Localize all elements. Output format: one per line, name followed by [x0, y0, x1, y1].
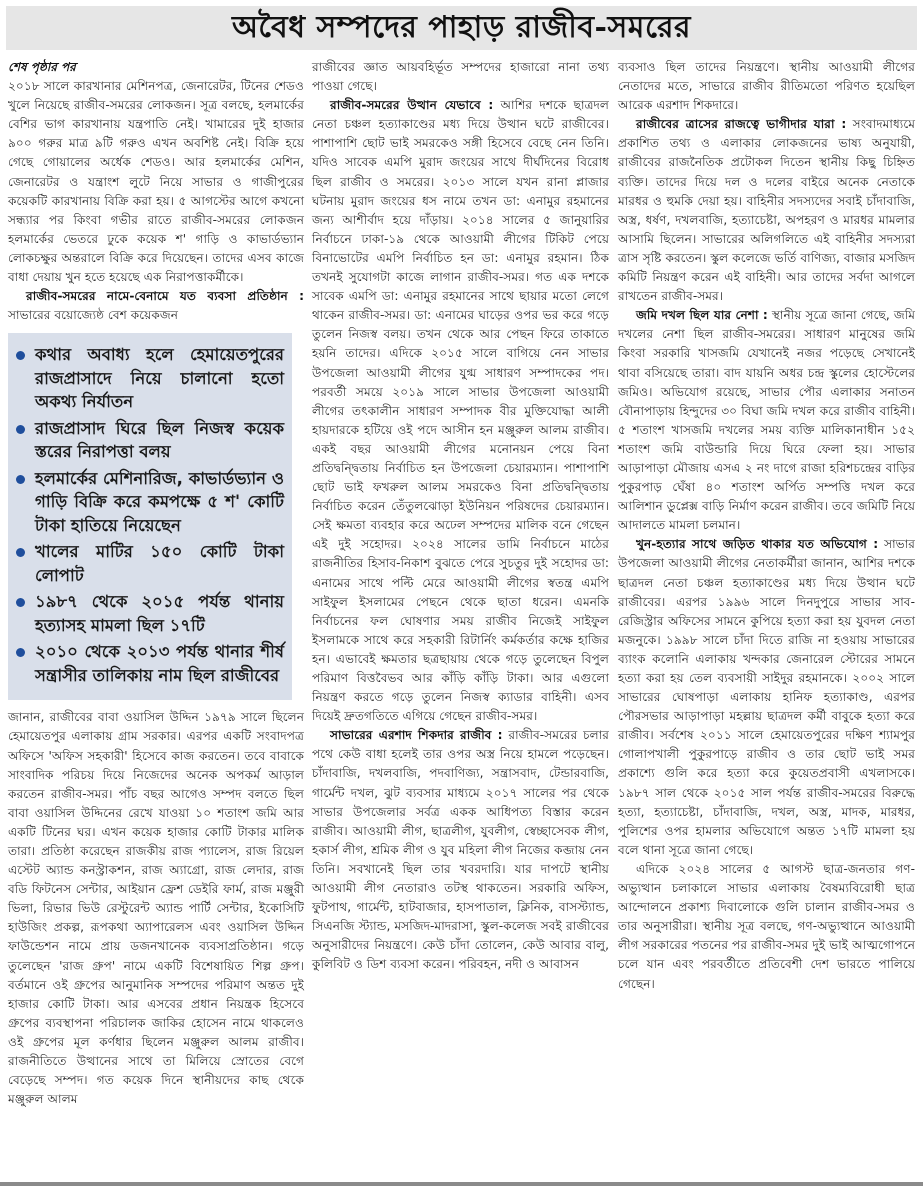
subsection-heading: খুন-হত্যার সাথে জড়িত থাকার যত অভিযোগ : [636, 537, 879, 552]
callout-item [14, 590, 284, 637]
bullet-icon [16, 475, 25, 484]
callout-text: খালের মাটির ১৫০ কোটি টাকা লোপাট [35, 542, 284, 585]
subsection-paragraph [8, 287, 304, 325]
callout-text: রাজপ্রাসাদ ঘিরে ছিল নিজস্ব কয়েক স্তরের নিরাপত্তা বলয় [35, 418, 284, 462]
article-column-3 [618, 58, 915, 994]
subsection-paragraph [618, 306, 915, 535]
bullet-icon [16, 425, 25, 434]
bullet-icon [16, 548, 25, 557]
body-paragraph: ব্যবসাও ছিল তাদের নিয়ন্ত্রণে। স্থানীয় আওয়ামী লীগের নেতাদের মতে, সাভারে রাজীব রীতিমতো পরিণত হয়েছিল আরেক এরশাদ শিকদারে। [618, 60, 915, 113]
headline-banner [6, 6, 917, 50]
callout-text: ২০১০ থেকে ২০১৩ পর্যন্ত থানার শীর্ষ সন্ত্রাসীর তালিকায় নাম ছিল রাজীবের [35, 642, 284, 685]
article-column-2 [312, 58, 609, 975]
callout-item [14, 467, 284, 538]
subsection-heading: রাজীব-সমরের নামে-বেনামে যত ব্যবসা প্রতিষ্ঠান : [26, 289, 304, 304]
callout-text: ১৯৮৭ থেকে ২০১৫ পর্যন্ত থানায় হত্যাসহ মামলা ছিল ১৭টি [35, 592, 284, 635]
subsection-text: আশির দশকে ছাত্রদল নেতা চঞ্চল হত্যাকাণ্ডের মধ্য দিয়ে উত্থান ঘটে রাজীবের। পাশাপাশি ছোট ভাই সমরকেও সঙ্গী হিসেবে বেছে নেন তিনি। যদিও সাবেক এমপি মুরাদ জংয়ের সাথে দীর্ঘদিনের বিরোধ ছিল রাজীব ও সমরের। ২০১৩ সালে যখন রানা প্লাজার ঘটনায় মুরাদ জংয়ের ধস নামে তখন ডা: এনামুর রহমানের জন্য আশীর্বাদ হয়ে দাঁড়ায়। ২০১৪ সালের ৫ জানুয়ারির নির্বাচনে ঢাকা-১৯ থেকে আওয়ামী লীগের টিকিট পেয়ে বিনাভোটের এমপি নির্বাচিত হন ডা: এনামুর রহমান। ঠিক তখনই সুযোগটা কাজে লাগান রাজীব-সমর। গত এক দশকে সাবেক এমপি ডা: এনামুর রহমানের সাথে ছায়ার মতো লেগে থাকেন রাজীব-সমর। ডা: এনামের ঘাড়ের ওপর ভর করে গড়ে তুলেন নিজস্ব বলয়। তখন থেকে আর পেছন ফিরে তাকাতে হয়নি তাদের। এদিকে ২০১৫ সালে বাগিয়ে নেন সাভার উপজেলা আওয়ামী লীগের যুগ্ম সাধারণ সম্পাদকের পদ। পরবর্তী সময়ে ২০১৯ সালে সাভার উপজেলা আওয়ামী লীগের তৎকালীন সাধারণ সম্পাদক বীর মুক্তিযোদ্ধা আলী হায়দারকে হটিয়ে ওই পদে আসীন হন মঞ্জুরুল আলম রাজীব। একই বছর আওয়ামী লীগের মনোনয়ন পেয়ে বিনা প্রতিদ্বন্দ্বিতায় নির্বাচিত হন উপজেলা চেয়ারম্যান। পাশাপাশি ছোট ভাই ফখরুল আলম সমরকেও বিনা প্রতিদ্বন্দ্বিতায় নির্বাচিত করেন তেঁতুলঝোড়া ইউনিয়ন পরিষদের চেয়ারম্যান। সেই ক্ষমতা ব্যবহার করে অঢেল সম্পদের মালিক বনে গেছেন এই দুই সহোদর। ২০২৪ সালের ডামি নির্বাচনে মাঠের রাজনীতির হিসাব-নিকাশ বুঝতে পেরে সুচতুর দুই সহোদর ডা: এনামের সাথে পল্টি মেরে আওয়ামী লীগের স্বতন্ত্র এমপি সাইফুল ইসলামের পেছনে থেকে ছাতা ধরেন। এমনকি নির্বাচনের ফল ঘোষণার সময় রাজীব নিজেই সাইফুল ইসলামকে সাথে করে সহকারী রিটার্নিং কর্মকর্তার কক্ষে হাজির হন। এভাবেই ক্ষমতার ছত্রছায়ায় থেকে গড়ে তুলেছেন বিপুল পরিমাণ বিত্তবৈভব আর কাঁড়ি কাঁড়ি টাকা। আর এগুলো নিয়ন্ত্রণ করতে গড়ে তুলেন নিজস্ব ক্যাডার বাহিনী। এসব দিয়েই দ্রুতগতিতে এগিয়ে গেছেন রাজীব-সমর। [312, 98, 610, 724]
subsection-heading: রাজীব-সমরের উত্থান যেভাবে : [330, 98, 494, 113]
article-headline: অবৈধ সম্পদের পাহাড় রাজীব-সমরের [231, 9, 692, 45]
article-column-1 [8, 58, 304, 1109]
bullet-icon [16, 351, 25, 360]
body-paragraph: রাজীবের জ্ঞাত আয়বহির্ভূত সম্পদের হাজারো নানা তথ্য পাওয়া গেছে। [312, 60, 609, 94]
subsection-text: সাভারের বয়োজ্যেষ্ঠ বেশ কয়েকজন [8, 308, 179, 323]
bottom-divider [0, 1182, 923, 1186]
continued-from-label: শেষ পৃষ্ঠার পর [8, 60, 76, 74]
subsection-paragraph [618, 535, 915, 860]
body-paragraph: এদিকে ২০২৪ সালের ৫ আগস্ট ছাত্র-জনতার গণ-অভ্যুত্থান চলাকালে সাভার এলাকায় বৈষম্যবিরোধী ছাত্র আন্দোলনে প্রকাশ্য দিবালোকে গুলি চালান রাজীব-সমর ও তার অনুসারীরা। স্থানীয় সূত্র বলছে, গণ-অভ্যুত্থানে আওয়ামী লীগ সরকারের পতনের পর রাজীব-সমর দুই ভাই আত্মগোপনে চলে যান এবং পরবর্তীতে প্রতিবেশী দেশ ভারতে পালিয়ে গেছেন। [618, 861, 915, 991]
subsection-paragraph [312, 96, 609, 726]
callout-text: কথার অবাধ্য হলে হেমায়েতপুরের রাজপ্রাসাদে নিয়ে চালানো হতো অকথ্য নির্যাতন [35, 345, 284, 412]
subsection-text: স্থানীয় সূত্রে জানা গেছে, জমি দখলের নেশা ছিল রাজীব-সমরের। সাধারণ মানুষের জমি কিংবা সরকারি খাসজমি যেখানেই নজর পড়েছে সেখানেই থাবা বসিয়েছে তারা। বাদ যায়নি অধর চন্দ্র স্কুলের হোস্টেলের জমিও। অভিযোগ রয়েছে, সাভার পৌর এলাকার সনাতন বৌনাপাড়ায় হিন্দুদের ৩০ বিঘা জমি দখল করে রাজীব বাহিনী। ৫ শতাংশ খাসজমি দখলের সময় ব্যক্তি মালিকানাধীন ১৫২ শতাংশ জমি বাউন্ডারি দিয়ে ঘিরে ফেলা হয়। সাভার আড়াপাড়া মৌজায় এসএ ২ নং দাগে রাজা হরিশচন্দ্রের বাড়ির পুকুরপাড় ঘেঁষা ৪০ শতাংশ অর্পিত সম্পত্তি দখল করে আলিশান ডুপ্লেক্স বাড়ি নির্মাণ করেন রাজীব। তবে জমিটি নিয়ে আদালতে মামলা চলমান। [618, 308, 915, 533]
body-paragraph: ২০১৮ সালে কারখানার মেশিনপত্র, জেনারেটর, টিনের শেডও খুলে নিয়েছে রাজীব-সমরের লোকজন। সূত্র বলছে, হলমার্কের বেশির ভাগ কারখানায় যন্ত্রপাতি নেই। খামারের দুই হাজার ৯০০ গরুর মাত্র ৯টি গরুও এখন অবশিষ্ট নেই। বিক্রি হয়ে গেছে গোয়ালের অর্ধেক শেডও। আর হলমার্কের মেশিন, জেনারেটর ও যন্ত্রাংশ লুটে নিয়ে সাভার ও গাজীপুরের কয়েকটি কারখানায় বিক্রি করা হয়। ৫ আগস্টের আগে কখনো সন্ধ্যার পর কিংবা গভীর রাতে রাজীব-সমরের লোকজন হলমার্কের ভেতরে ঢুকে কয়েক শ' গাড়ি ও কাভার্ডভ্যান লোকচক্ষুর অন্তরালে বিক্রি করে দিয়েছেন। তাদের এসব কাজে বাধা দেয়ায় খুন হতে হয়েছে এক নিরাপত্তাকর্মীকে। [8, 79, 304, 285]
subsection-text: রাজীব-সমরের চলার পথে কেউ বাধা হলেই তার ওপর অস্ত্র নিয়ে হামলে পড়েছেন। চাঁদাবাজি, দখলবাজি, পদবাণিজ্য, সন্ত্রাসবাদ, টেন্ডারবাজি, গার্মেন্ট দখল, ঝুট ব্যবসার মাধ্যমে ২০১৭ সালের পর থেকে সাভার উপজেলার সর্বত্র একক আধিপত্য বিস্তার করেন রাজীব। আওয়ামী লীগ, ছাত্রলীগ, যুবলীগ, স্বেচ্ছাসেবক লীগ, হকার্স লীগ, শ্রমিক লীগ ও যুব মহিলা লীগ নিজের কব্জায় নেন তিনি। সবখানেই ছিল তার খবরদারি। যার দাপটে স্থানীয় আওয়ামী লীগ নেতারাও তটস্থ থাকতেন। সরকারি অফিস, ফুটপাথ, গার্মেন্ট, হাটবাজার, হাসপাতাল, ক্লিনিক, বাসস্ট্যান্ড, সিএনজি স্ট্যান্ড, মসজিদ-মাদরাসা, স্কুল-কলেজ সবই রাজীবের অনুসারীদের নিয়ন্ত্রণে। কেউ চাঁদা তোলেন, কেউ আবার বালু, কুলিবিট ও ডিশ ব্যবসা করেন। পরিবহন, নদী ও আবাসন [312, 728, 610, 972]
subsection-heading: জমি দখল ছিল যার নেশা : [636, 308, 768, 323]
subsection-paragraph [312, 726, 609, 974]
callout-item [14, 343, 284, 414]
subsection-paragraph [618, 115, 915, 306]
body-paragraph: জানান, রাজীবের বাবা ওয়াসিল উদ্দিন ১৯৭৯ সালে ছিলেন হেমায়েতপুর এলাকায় গ্রাম সরকার। এরপর একটি সংবাদপত্র অফিসে 'অফিস সহকারী' হিসেবে কাজ করতেন। তবে বাবাকে সাংবাদিক পরিচয় দিয়ে নিজেদের অনেক অপকর্ম আড়াল করতেন রাজীব-সমর। পাঁচ বছর আগেও সম্পদ বলতে ছিল বাবা ওয়াসিল উদ্দিনের রেখে যাওয়া ১০ শতাংশ জমি আর একটি টিনের ঘর। এখন কয়েক হাজার কোটি টাকার মালিক তারা। প্রতিষ্ঠা করেছেন রাজকীয় রাজ প্যালেস, রাজ রিয়েল এস্টেট অ্যান্ড কনস্ট্রাকশন, রাজ অ্যাগ্রো, রাজ লেদার, রাজ বডি ফিটনেস সেন্টার, আইয়ান ফ্রেশ ডেইরি ফার্ম, রাজ মঞ্জুরী ভিলা, রিভার ভিউ রেস্টুরেন্ট অ্যান্ড পার্টি সেন্টার, ইকোসিটি হাউজিং প্রকল্প, রূপকথা অ্যাপারেলস এবং ওয়াসিল উদ্দিন ফাউন্ডেশন নামে প্রায় ডজনখানেক ব্যবসাপ্রতিষ্ঠান। গড়ে তুলেছেন 'রাজ গ্রুপ' নামে একটি বিশেষায়িত শিল্প গ্রুপ। বর্তমানে ওই গ্রুপের আনুমানিক সম্পদের পরিমাণ অন্তত দুই হাজার কোটি টাকা। আর এসবের প্রধান নিয়ন্ত্রক হিসেবে গ্রুপের ব্যবস্থাপনা পরিচালক জাকির হোসেন নামে থাকলেও ওই গ্রুপের মূল কর্ণধার ছিলেন মঞ্জুরুল আলম রাজীব। রাজনীতিতে উত্থানের সাথে তা মিলিয়ে স্রোতের বেগে বেড়েছে সম্পদ। গত কয়েক দিনে স্থানীয়দের কাছ থেকে মঞ্জুরুল আলম [8, 710, 304, 1107]
subsection-heading: রাজীবের ত্রাসের রাজত্বে ভাগীদার যারা : [636, 117, 847, 132]
bullet-icon [16, 598, 25, 607]
subsection-heading: সাভারের এরশাদ শিকদার রাজীব : [330, 728, 503, 743]
callout-item [14, 540, 284, 587]
callout-text: হলমার্কের মেশিনারিজ, কাভার্ডভ্যান ও গাড়ি বিক্রি করে কমপক্ষে ৫ শ' কোটি টাকা হাতিয়ে নিয়েছেন [35, 468, 284, 535]
bullet-icon [16, 648, 25, 657]
subsection-text: সংবাদমাধ্যমে প্রকাশিত তথ্য ও এলাকার লোকজনের ভাষ্য অনুযায়ী, রাজীবের রাজনৈতিক প্রটোকল দিতেন স্থানীয় কিছু চিহ্নিত ব্যক্তি। তাদের দিয়ে দল ও দলের বাইরে অনেক নেতাকে মারধর ও হুমকি দেয়া হয়। বাহিনীর সদস্যদের সবাই চাঁদাবাজি, অস্ত্র, ধর্ষণ, দখলবাজি, হত্যাচেষ্টা, অপহরণ ও মারধর মামলার আসামি ছিলেন। সাভারের অলিগলিতে এই বাহিনীর সদস্যরা ত্রাস সৃষ্টি করতেন। স্কুল কলেজে ভর্তি বাণিজ্য, বাজার মসজিদ কমিটি নিয়ন্ত্রণ করেন এই বাহিনী। আর তাদের সর্বদা আগলে রাখতেন রাজীব-সমর। [618, 117, 915, 304]
subsection-text: সাভার উপজেলা আওয়ামী লীগের নেতাকর্মীরা জানান, আশির দশকে ছাত্রদল নেতা চঞ্চল হত্যাকাণ্ডের মধ্য দিয়ে উত্থান ঘটে রাজীবের। এরপর ১৯৯৬ সালে দিনদুপুরে সাভার সাব-রেজিস্ট্রার অফিসের সামনে কুপিয়ে হত্যা করা হয় যুবদল নেতা মজনুকে। ১৯৯৮ সালে চাঁদা দিতে রাজি না হওয়ায় সাভারের ব্যাংক কলোনি এলাকায় খন্দকার জেনারেল স্টোরের সামনে হত্যা করা হয় তেল ব্যবসায়ী সাইদুর রহমানকে। ২০০২ সালে সাভারের ঘোষপাড়া এলাকায় হানিফ হত্যাকাণ্ড, এরপর পৌরসভার আড়াপাড়া মহল্লায় ছাত্রদল কর্মী বাবুকে হত্যা করে রাজীব। সর্বশেষ ২০১১ সালে হেমায়েতপুরের দক্ষিণ শ্যামপুর গোলাপখালী পুকুরপাড়ে রাজীব ও তার ছোট ভাই সমর প্রকাশ্যে গুলি করে হত্যা করে কুয়েতপ্রবাসী এখলাসকে। ১৯৮৭ সাল থেকে ২০১৫ সাল পর্যন্ত রাজীব-সমরের বিরুদ্ধে হত্যা, হত্যাচেষ্টা, চাঁদাবাজি, দখল, অস্ত্র, মাদক, মারধর, পুলিশের ওপর হামলার অভিযোগে অন্তত ১৭টি মামলা হয় বলে থানা সূত্রে জানা গেছে। [618, 537, 915, 857]
highlights-callout-box [8, 333, 292, 700]
callout-item [14, 417, 284, 464]
callout-item [14, 640, 284, 687]
